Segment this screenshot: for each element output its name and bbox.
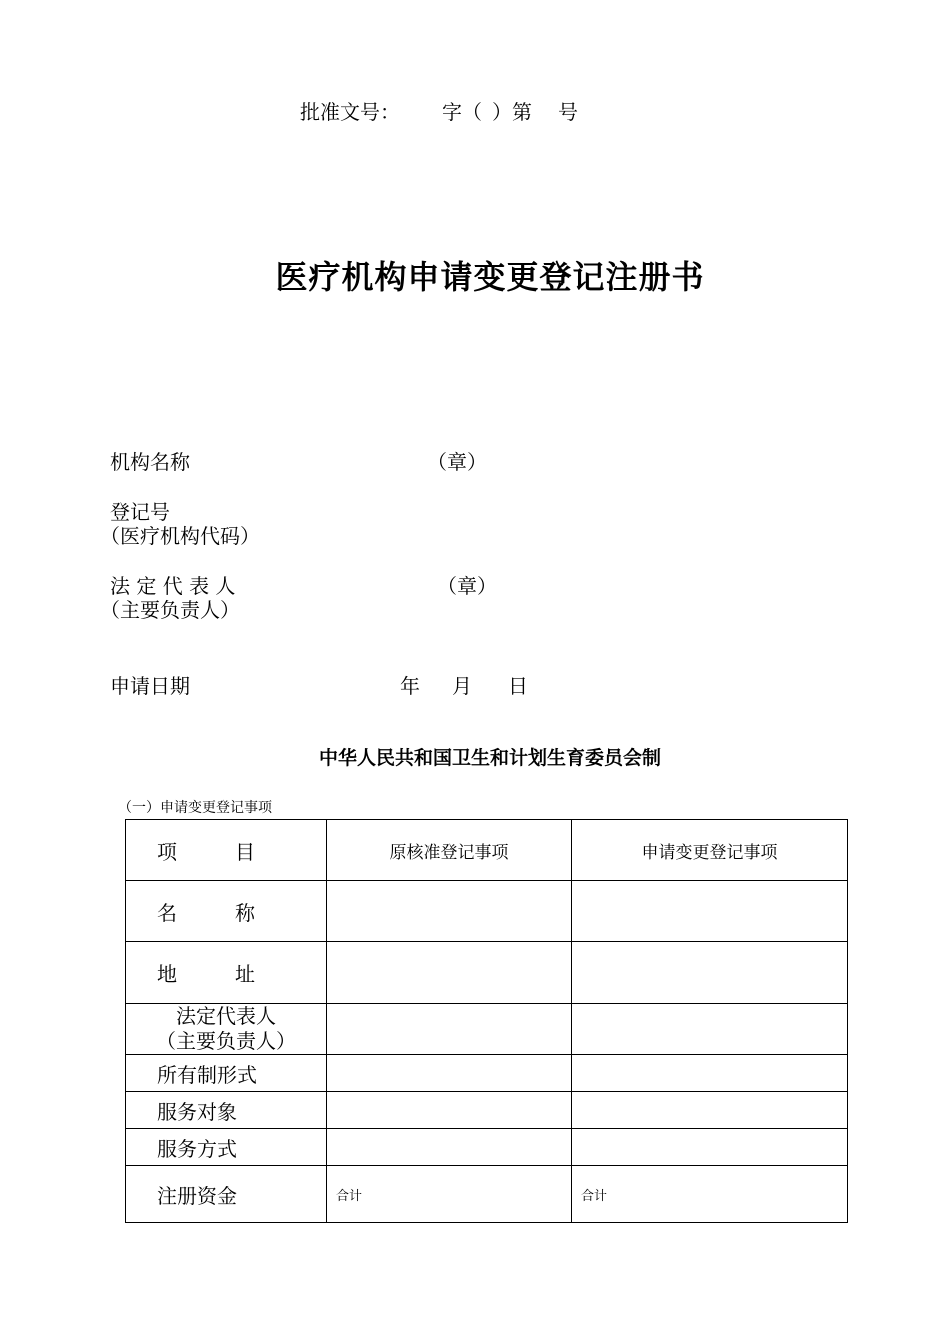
date-year: 年 [400, 674, 420, 698]
cell-original-address[interactable] [327, 942, 572, 1004]
row-label-name: 名 称 [126, 881, 327, 942]
cell-change-legal-rep[interactable] [572, 1004, 848, 1055]
cell-original-legal-rep[interactable] [327, 1004, 572, 1055]
table-header-row [126, 820, 848, 881]
approval-label: 批准文号： [300, 100, 400, 124]
org-name-seal: （章） [427, 450, 487, 474]
cell-original-ownership[interactable] [327, 1055, 572, 1092]
table-row [126, 1129, 848, 1166]
row-label-legal-rep [126, 1004, 327, 1055]
row-label-capital: 注册资金 [126, 1166, 327, 1223]
approval-hao: 号 [558, 100, 578, 124]
cell-change-address[interactable] [572, 942, 848, 1004]
legal-rep-line1: 法定代表人 [176, 1004, 276, 1028]
header-item: 项 目 [126, 820, 327, 881]
cell-original-service-mode[interactable] [327, 1129, 572, 1166]
table-row [126, 942, 848, 1004]
row-label-service-target: 服务对象 [126, 1092, 327, 1129]
cell-original-service-target[interactable] [327, 1092, 572, 1129]
cell-change-name[interactable] [572, 881, 848, 942]
cell-original-capital-total[interactable]: 合计 [327, 1166, 572, 1223]
reg-no-sub: （医疗机构代码） [100, 524, 260, 548]
approval-zi: 字（ [442, 100, 482, 124]
table-row [126, 1004, 848, 1055]
row-label-service-mode: 服务方式 [126, 1129, 327, 1166]
org-name-label: 机构名称 [110, 450, 190, 474]
row-label-address: 地 址 [126, 942, 327, 1004]
cell-change-ownership[interactable] [572, 1055, 848, 1092]
table-row [126, 881, 848, 942]
registration-change-table [125, 819, 848, 1223]
legal-rep-sub: （主要负责人） [100, 598, 240, 622]
legal-rep-seal: （章） [437, 574, 497, 598]
row-label-ownership: 所有制形式 [126, 1055, 327, 1092]
approval-di: ）第 [492, 100, 532, 124]
cell-change-capital-total[interactable]: 合计 [572, 1166, 848, 1223]
legal-rep-line2: （主要负责人） [156, 1029, 296, 1053]
reg-no-label: 登记号 [110, 500, 170, 524]
approval-number-line [300, 96, 578, 125]
date-day: 日 [508, 674, 528, 698]
table-row [126, 1055, 848, 1092]
legal-rep-label: 法 定 代 表 人 [110, 574, 236, 598]
table-row [126, 1092, 848, 1129]
header-change: 申请变更登记事项 [572, 820, 848, 881]
cell-change-service-target[interactable] [572, 1092, 848, 1129]
cell-original-name[interactable] [327, 881, 572, 942]
issuer-line: 中华人民共和国卫生和计划生育委员会制 [318, 747, 661, 769]
document-title: 医疗机构申请变更登记注册书 [275, 258, 705, 296]
header-original: 原核准登记事项 [327, 820, 572, 881]
cell-change-service-mode[interactable] [572, 1129, 848, 1166]
apply-date-label: 申请日期 [110, 674, 190, 698]
section-label: （一）申请变更登记事项 [118, 800, 272, 816]
table-row [126, 1166, 848, 1223]
date-month: 月 [452, 674, 472, 698]
